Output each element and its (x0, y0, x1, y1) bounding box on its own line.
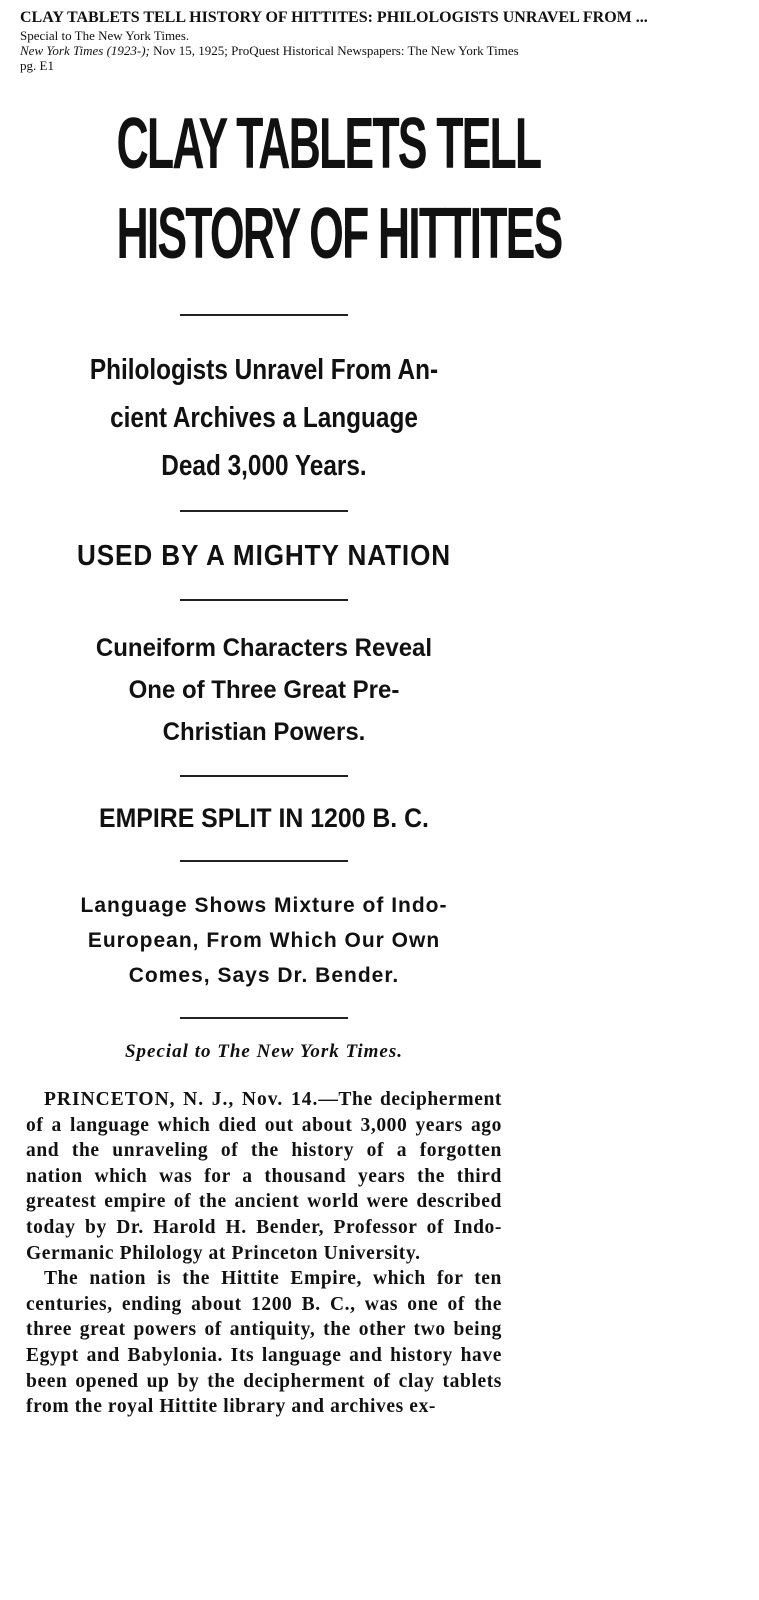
headline-line: CLAY TABLETS TELL (116, 104, 541, 184)
subheadline-empire-split (26, 803, 502, 834)
subheadline-philologists (26, 346, 502, 490)
citation-source-details: Nov 15, 1925; ProQuest Historical Newspapers: The New York Times (149, 43, 519, 58)
citation-title: CLAY TABLETS TELL HISTORY OF HITTITES: PHILOLOGISTS UNRAVEL FROM ... (20, 9, 648, 26)
citation-header (20, 8, 755, 73)
subheadline-line: EMPIRE SPLIT IN 1200 B. C. (99, 803, 429, 833)
headline-line: HISTORY OF HITTITES (116, 194, 562, 274)
subheadline-line: One of Three Great Pre- (128, 676, 400, 704)
subheadline-line: Philologists Unravel From An- (89, 354, 439, 386)
paragraph-text: —The decipherment of a language which died out about 3,000 years ago and the unraveling of the history of a forgotten nation which was for a thousand years the third greatest empire of the ancient world were described today by Dr. Harold H. Bender, Professor of Indo-Germanic Philology at Princeton University. (26, 1089, 502, 1264)
byline-credit: Special to The New York Times. (124, 1041, 404, 1062)
subheadline-line: European, From Which Our Own (87, 929, 441, 952)
citation-source (20, 43, 755, 58)
newspaper-article (26, 96, 562, 1420)
article-paragraph: The nation is the Hittite Empire, which for ten centuries, ending about 1200 B. C., was one of the three great powers of antiquity, the other two being Egypt and Babylonia. Its language and history have been opened up by the decipherment of clay tablets from the royal Hittite library and archives ex- (26, 1268, 502, 1418)
subheadline-line: Comes, Says Dr. Bender. (128, 964, 400, 987)
subheadline-mighty-nation (26, 540, 502, 573)
citation-source-publication: New York Times (1923-); (20, 43, 150, 58)
subheadline-line: cient Archives a Language (110, 402, 418, 434)
subheadline-line: Cuneiform Characters Reveal (95, 634, 433, 662)
citation-special: Special to The New York Times. (20, 28, 190, 43)
article-paragraph (26, 1087, 502, 1266)
citation-page: pg. E1 (20, 58, 54, 73)
subheadline-cuneiform (26, 627, 502, 753)
headline (26, 102, 562, 276)
subheadline-language (26, 888, 502, 993)
subheadline-line: Christian Powers. (162, 718, 366, 746)
subheadline-line: Language Shows Mixture of Indo- (80, 894, 448, 917)
dateline: PRINCETON, N. J., Nov. 14. (44, 1089, 319, 1110)
byline (26, 1041, 502, 1063)
subheadline-line: Dead 3,000 Years. (161, 450, 367, 482)
subheadline-line: USED BY A MIGHTY NATION (76, 540, 452, 572)
